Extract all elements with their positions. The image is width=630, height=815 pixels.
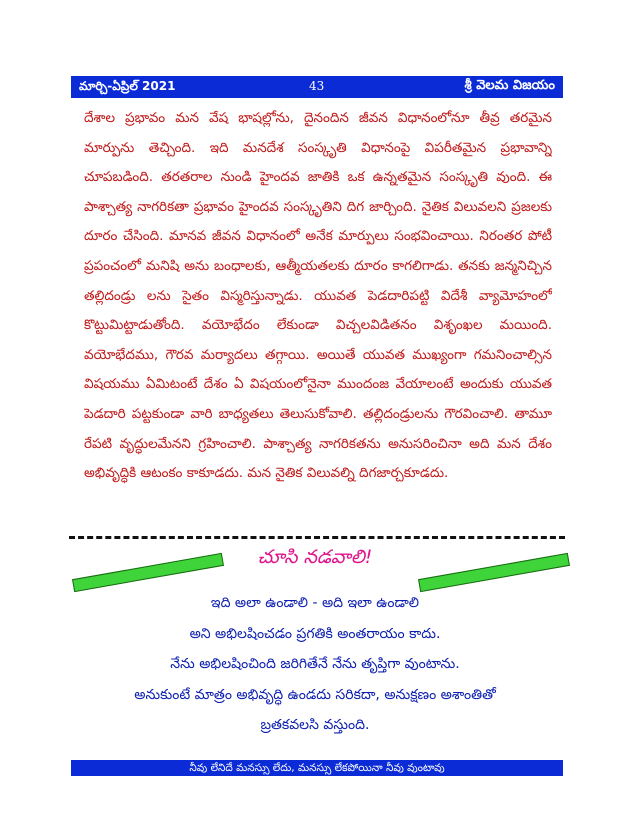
section-title: చూసి నడవాలి! bbox=[257, 546, 373, 568]
header-bar bbox=[71, 76, 563, 98]
section-divider bbox=[69, 536, 565, 539]
issue-date: మార్చి-ఏప్రిల్ 2021 bbox=[79, 79, 176, 93]
article-body: దేశాల ప్రభావం మన వేష భాషల్లోను, దైనందిన జీవన విధానంలోనూ తీవ్ర తరమైన మార్పును తెచ్చింది. ఇది మనదేశ సంస్కృతి విధానంపై విపరీతమైన ప్రభావాన్ని చూపబడింది. తరతరాల నుండి హైందవ జాతికి ఒక ఉన్నతమైన సంస్కృతి వుంది. ఈ పాశ్చాత్య నాగరికతా ప్రభావం హైందవ సంస్కృతిని దిగ జార్చింది. నైతిక విలువలని ప్రజలకు దూరం చేసింది. మానవ జీవన విధానంలో అనేక మార్పులు సంభవించాయి. నిరంతర పోటీ ప్రపంచంలో మనిషి అను బంధాలకు, ఆత్మీయతలకు దూరం కాగలిగాడు. తనకు జన్మనిచ్చిన తల్లిదండ్రు లను సైతం విస్మరిస్తున్నాడు. యువత పెడదారిపట్టి విదేశీ వ్యామోహంలో కొట్టుమిట్టాడుతోంది. వయోభేదం లేకుండా విచ్చలవిడితనం విశృంఖల మయింది. వయోభేదము, గౌరవ మర్యాదలు తగ్గాయి. అయితే యువత ముఖ్యంగా గమనించాల్సిన విషయము ఏమిటంటే దేశం ఏ విషయంలోనైనా ముందంజ వేయాలంటే అందుకు యువత పెడదారి పట్టకుండా వారి బాధ్యతలు తెలుసుకోవాలి. తల్లిదండ్రులను గౌరవించాలి. తామూ రేపటి వృద్ధులమేనని గ్రహించాలి. పాశ్చాత్య నాగరికతను అనుసరించినా అది మన దేశం అభివృద్ధికి ఆటంకం కాకూడదు. మన నైతిక విలువల్ని దిగజార్చకూడదు. bbox=[84, 110, 552, 482]
quote-line: అనుకుంటే మాత్రం అభివృద్ధి ఉండదు సరికదా, అనుక్షణం అశాంతితో bbox=[134, 686, 496, 703]
quote-block bbox=[80, 588, 550, 741]
quote-line: నేను అభిలషించింది జరిగితేనే నేను తృప్తిగా వుంటాను. bbox=[170, 656, 460, 672]
quote-line: ఇది అలా ఉండాలి - అది ఇలా ఉండాలి bbox=[210, 595, 420, 611]
page-number: 43 bbox=[309, 79, 325, 93]
magazine-title: శ్రీ వెలమ విజయం bbox=[464, 78, 555, 93]
quote-line: అని అభిలషించడం ప్రగతికి అంతరాయం కాదు. bbox=[189, 625, 441, 642]
quote-line: బ్రతకవలసి వస్తుంది. bbox=[260, 717, 370, 733]
footer-bar: నీవు లేనిదే మనస్సు లేదు, మనస్సు లేకపోయినా నీవు వుంటావు bbox=[71, 760, 563, 776]
